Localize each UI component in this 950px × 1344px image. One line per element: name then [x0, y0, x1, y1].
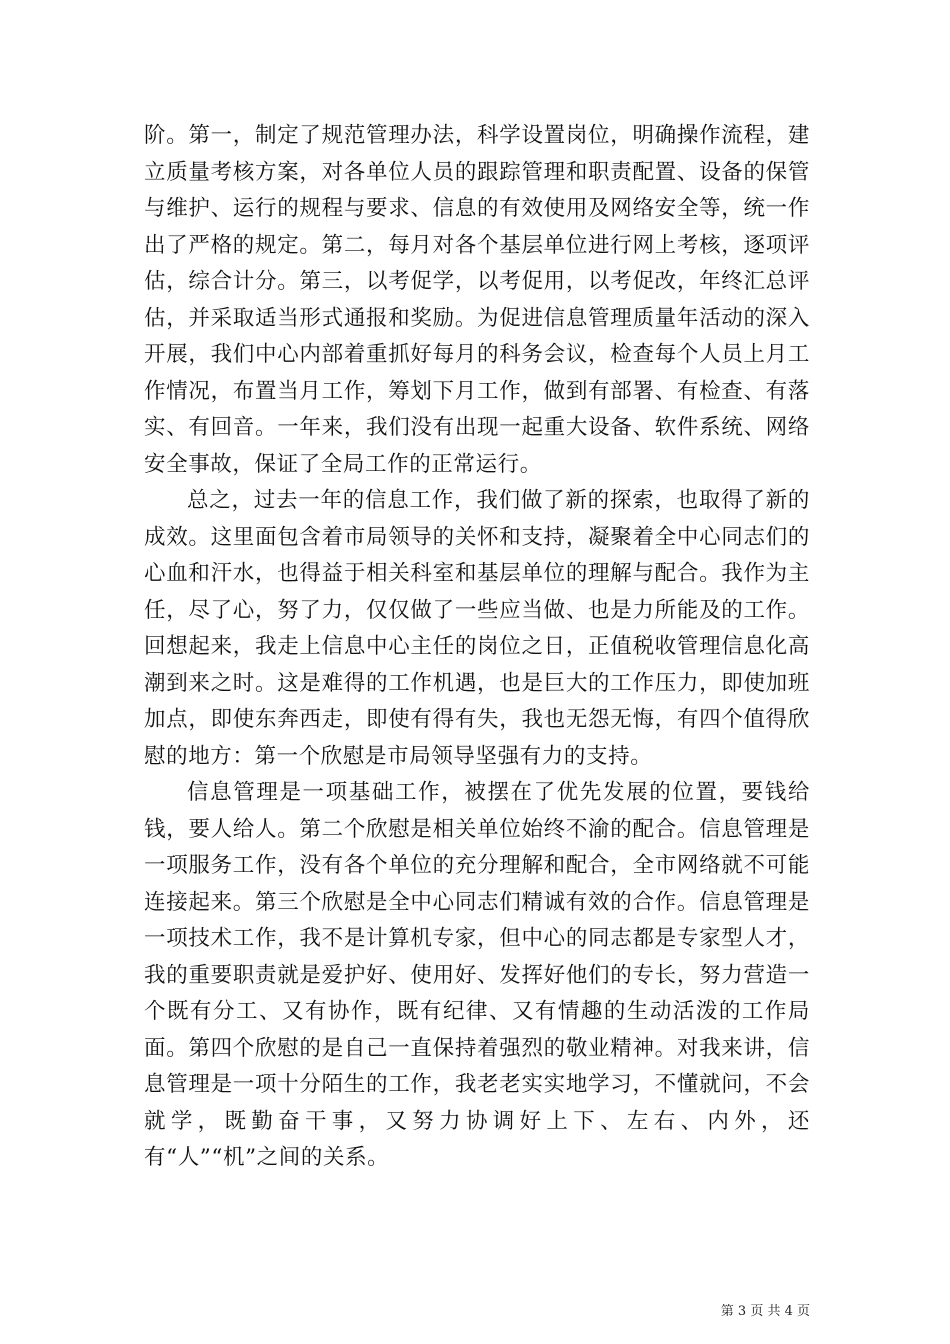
paragraph-3: 信息管理是一项基础工作，被摆在了优先发展的位置，要钱给钱，要人给人。第二个欣慰是相关单位始终不渝的配合。信息管理是一项服务工作，没有各个单位的充分理解和配合，全市网络就不可能连接起来。第三个欣慰是全中心同志们精诚有效的合作。信息管理是一项技术工作，我不是计算机专家，但中心的同志都是专家型人才，我的重要职责就是爱护好、使用好、发挥好他们的专长，努力营造一个既有分工、又有协作，既有纪律、又有情趣的生动活泼的工作局面。第四个欣慰的是自己一直保持着强烈的敬业精神。对我来讲，信息管理是一项十分陌生的工作，我老老实实地学习，不懂就问，不会就学，既勤奋干事，又努力协调好上下、左右、内外，还有“人”“机”之间的关系。: [144, 780, 810, 1170]
paragraph-2: 总之，过去一年的信息工作，我们做了新的探索，也取得了新的成效。这里面包含着市局领导的关怀和支持，凝聚着全中心同志们的心血和汗水，也得益于相关科室和基层单位的理解与配合。我作为主任，尽了心，努了力，仅仅做了一些应当做、也是力所能及的工作。回想起来，我走上信息中心主任的岗位之日，正值税收管理信息化高潮到来之时。这是难得的工作机遇，也是巨大的工作压力，即使加班加点，即使东奔西走，即使有得有失，我也无怨无悔，有四个值得欣慰的地方：第一个欣慰是市局领导坚强有力的支持。: [144, 488, 810, 769]
document-body: [144, 118, 810, 1177]
paragraph-1: 阶。第一，制定了规范管理办法，科学设置岗位，明确操作流程，建立质量考核方案，对各单位人员的跟踪管理和职责配置、设备的保管与维护、运行的规程与要求、信息的有效使用及网络安全等，统一作出了严格的规定。第二，每月对各个基层单位进行网上考核，逐项评估，综合计分。第三，以考促学，以考促用，以考促改，年终汇总评估，并采取适当形式通报和奖励。为促进信息管理质量年活动的深入开展，我们中心内部着重抓好每月的科务会议，检查每个人员上月工作情况，布置当月工作，筹划下月工作，做到有部署、有检查、有落实、有回音。一年来，我们没有出现一起重大设备、软件系统、网络安全事故，保证了全局工作的正常运行。: [144, 123, 810, 477]
page-number-footer: 第 3 页 共 4 页: [720, 1304, 810, 1319]
